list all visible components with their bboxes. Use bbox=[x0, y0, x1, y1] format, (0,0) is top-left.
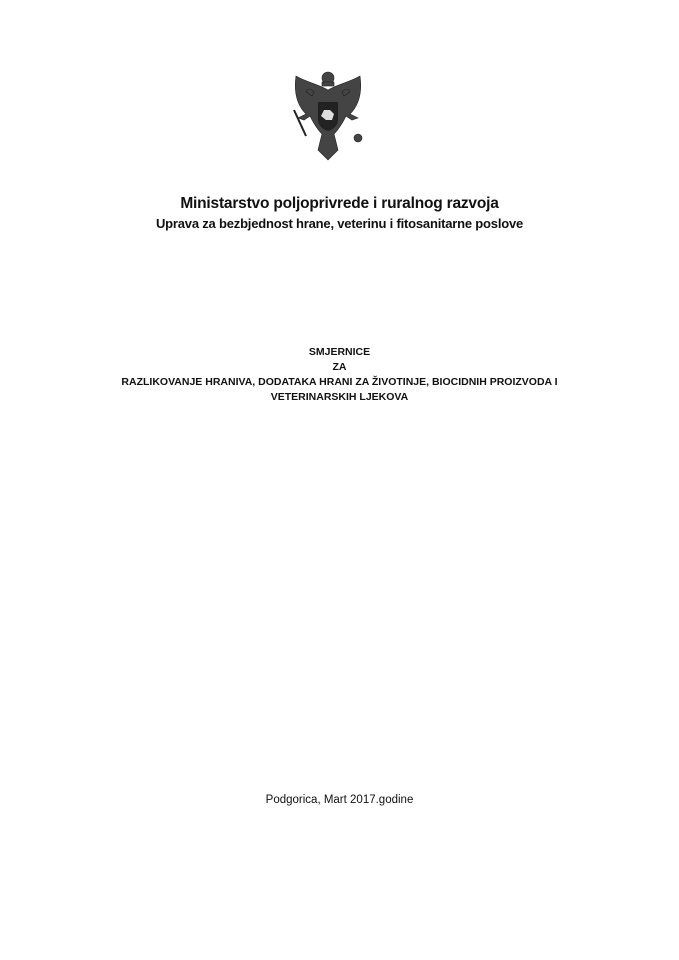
place-and-date: Podgorica, Mart 2017.godine bbox=[265, 794, 414, 806]
agency-name: Uprava za bezbjednost hrane, veterinu i fitosanitarne poslove bbox=[155, 216, 524, 231]
document-title-line-4: VETERINARSKIH LJEKOVA bbox=[270, 391, 409, 403]
ministry-name: Ministarstvo poljoprivrede i ruralnog razvoja bbox=[180, 195, 499, 212]
coat-of-arms-emblem bbox=[288, 70, 368, 162]
document-title-line-1: SMJERNICE bbox=[308, 346, 371, 358]
document-title-line-2: ZA bbox=[332, 361, 347, 373]
document-title-line-3: RAZLIKOVANJE HRANIVA, DODATAKA HRANI ZA ŽIVOTINJE, BIOCIDNIH PROIZVODA I bbox=[121, 376, 558, 388]
